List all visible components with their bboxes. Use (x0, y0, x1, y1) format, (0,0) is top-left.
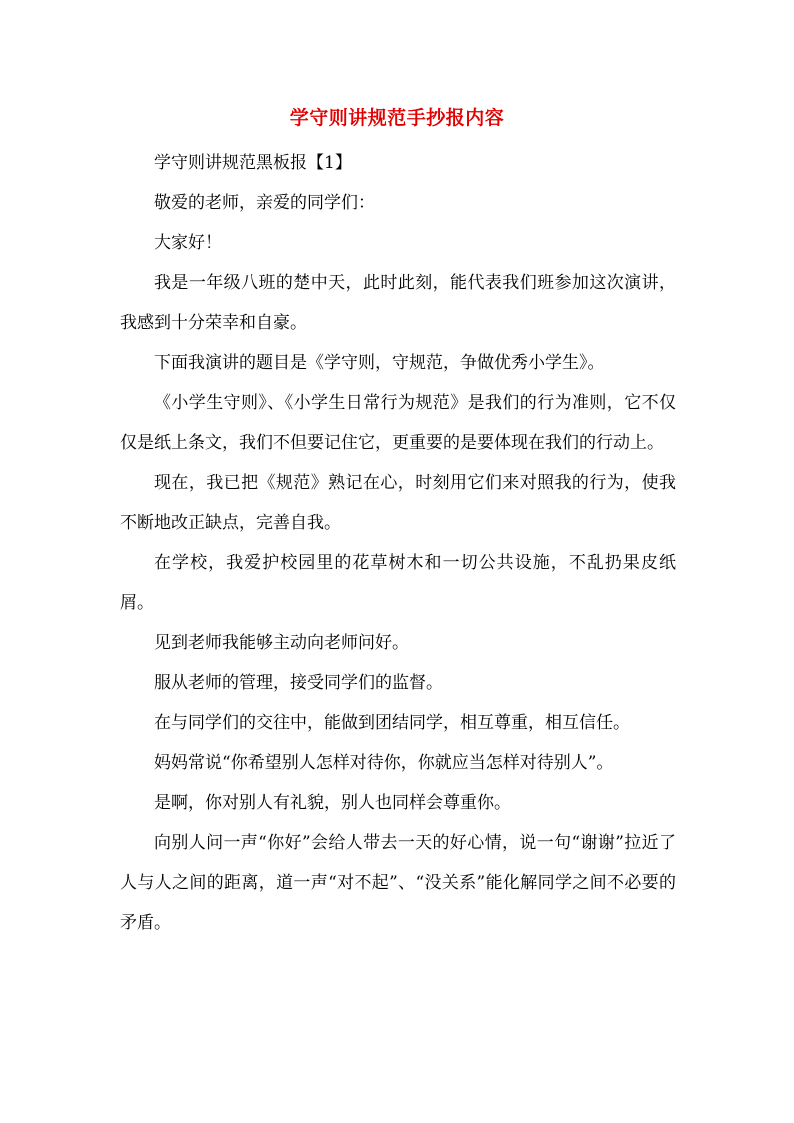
paragraph: 在学校，我爱护校园里的花草树木和一切公共设施，不乱扔果皮纸屑。 (120, 553, 676, 613)
paragraph: 是啊，你对别人有礼貌，别人也同样会尊重你。 (154, 793, 511, 813)
document-title: 学守则讲规范手抄报内容 (289, 107, 505, 129)
paragraph: 现在，我已把《规范》熟记在心，时刻用它们来对照我的行为，使我不断地改正缺点，完善自我。 (120, 473, 676, 533)
paragraph-subtitle: 学守则讲规范黑板报【1】 (154, 153, 352, 173)
paragraph: 见到老师我能够主动向老师问好。 (154, 633, 409, 653)
paragraph: 《小学生守则》、《小学生日常行为规范》是我们的行为准则，它不仅仅是纸上条文，我们不但要记住它，更重要的是要体现在我们的行动上。 (120, 393, 676, 453)
paragraph: 我是一年级八班的楚中天，此时此刻，能代表我们班参加这次演讲，我感到十分荣幸和自豪。 (120, 273, 676, 333)
document-body (120, 143, 676, 943)
paragraph: 在与同学们的交往中，能做到团结同学，相互尊重，相互信任。 (154, 713, 630, 733)
paragraph-salutation: 敬爱的老师，亲爱的同学们： (154, 193, 375, 213)
paragraph: 服从老师的管理，接受同学们的监督。 (154, 673, 443, 693)
paragraph: 向别人问一声“你好”会给人带去一天的好心情，说一句“谢谢”拉近了人与人之间的距离，道一声“对不起”、“没关系”能化解同学之间不必要的矛盾。 (120, 833, 676, 933)
paragraph: 下面我演讲的题目是《学守则，守规范，争做优秀小学生》。 (154, 353, 605, 373)
paragraph: 妈妈常说“你希望别人怎样对待你，你就应当怎样对待别人”。 (154, 753, 614, 773)
paragraph-greeting: 大家好！ (154, 233, 222, 253)
